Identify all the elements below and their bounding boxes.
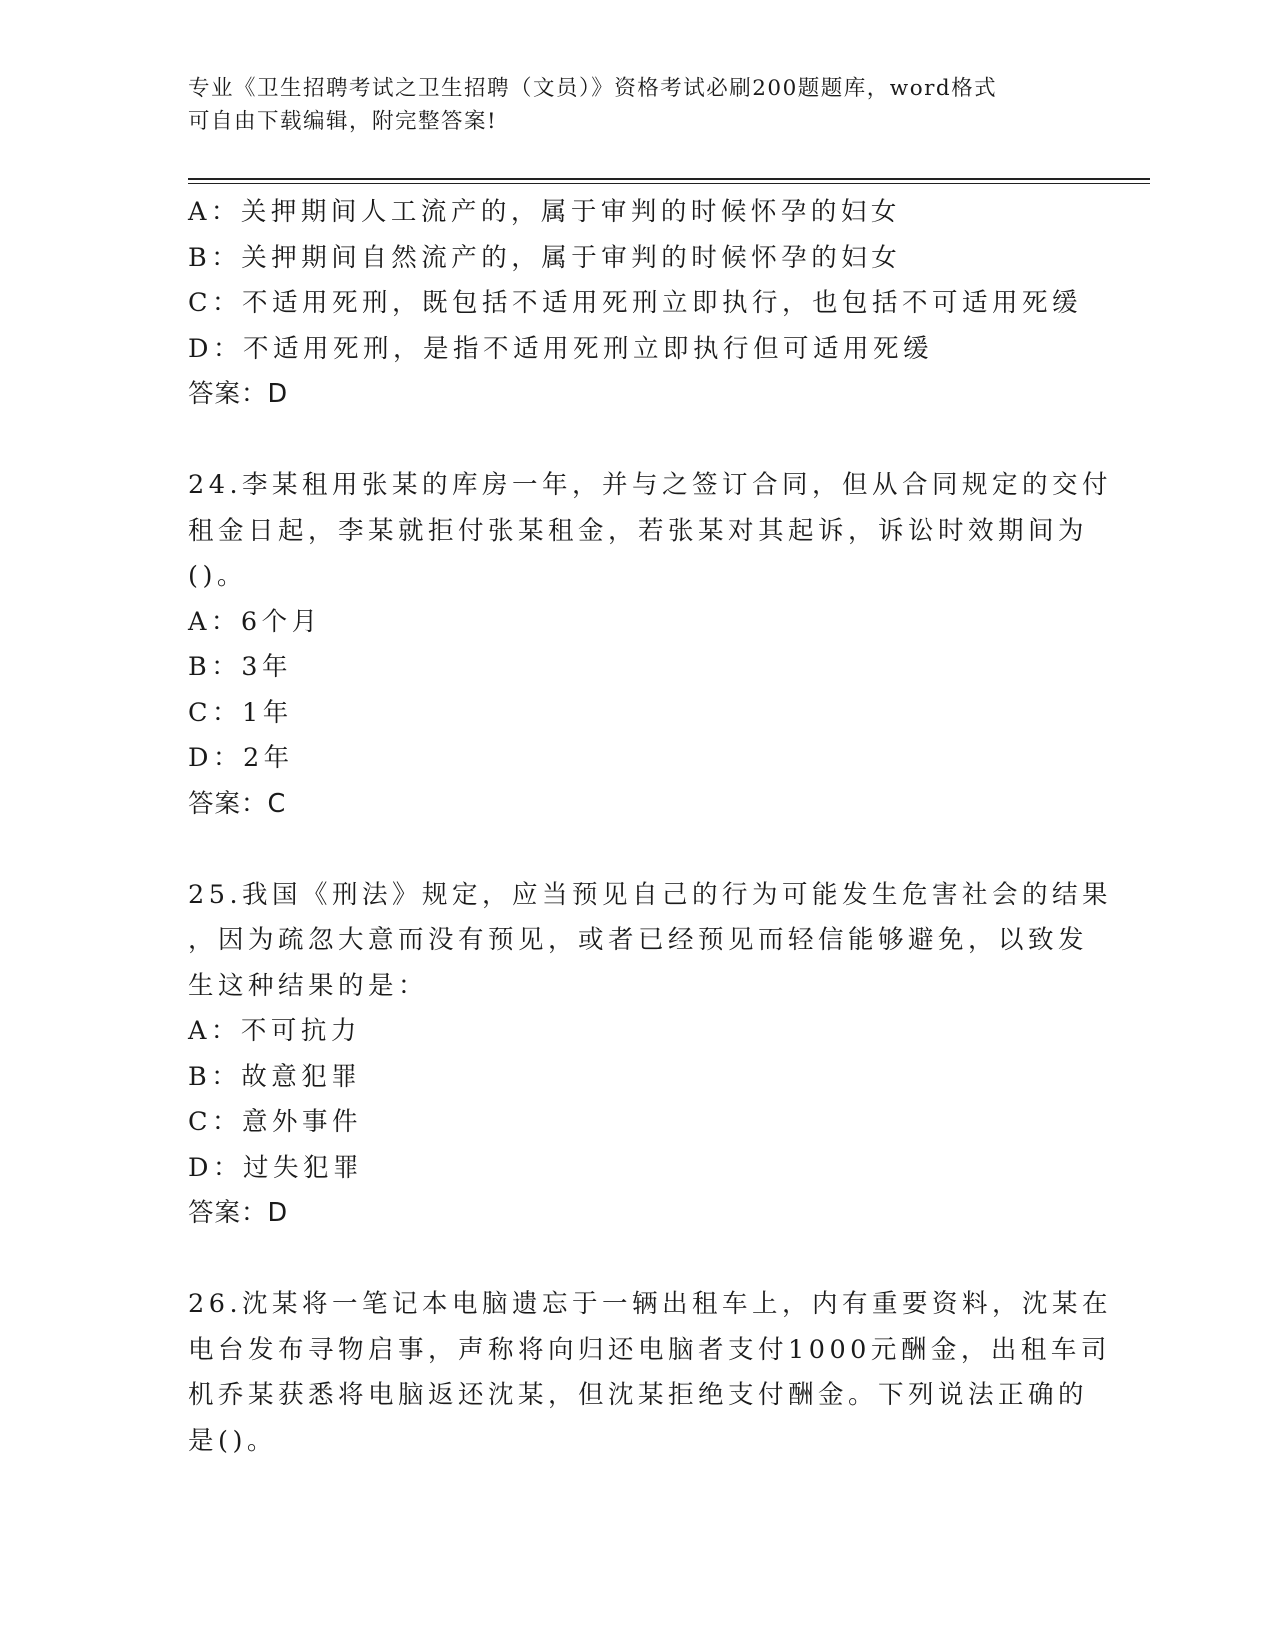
question-24 xyxy=(188,463,1113,827)
option-d: D：2年 xyxy=(188,743,294,773)
question-stem-line: 24.李某租用张某的库房一年，并与之签订合同，但从合同规定的交付 xyxy=(188,470,1113,500)
question-26 xyxy=(188,1282,1113,1464)
question-stem-line: ()。 xyxy=(188,561,247,591)
answer-line: 答案：D xyxy=(188,379,289,409)
question-list xyxy=(188,190,1113,1464)
header-divider-thick xyxy=(188,178,1150,180)
option-c: C：1年 xyxy=(188,697,293,728)
header-line-2: 可自由下载编辑，附完整答案! xyxy=(188,109,498,134)
question-25 xyxy=(188,873,1113,1237)
question-23 xyxy=(188,190,1088,418)
header-line-1: 专业《卫生招聘考试之卫生招聘（文员）》资格考试必刷200题题库，word格式 xyxy=(188,76,998,101)
answer-line: 答案：D xyxy=(188,1198,289,1228)
question-stem-line: 生这种结果的是： xyxy=(188,970,429,1001)
document-header xyxy=(188,72,1068,138)
question-stem-line: 机乔某获悉将电脑返还沈某，但沈某拒绝支付酬金。下列说法正确的 xyxy=(188,1380,1089,1410)
header-divider-thin xyxy=(188,183,1150,184)
question-stem-line: 电台发布寻物启事，声称将向归还电脑者支付1000元酬金，出租车司 xyxy=(188,1334,1111,1365)
option-a: A：不可抗力 xyxy=(188,1016,361,1046)
option-b: B：关押期间自然流产的，属于审判的时候怀孕的妇女 xyxy=(188,242,902,273)
answer-line: 答案：C xyxy=(188,788,287,819)
question-stem-line: 租金日起，李某就拒付张某租金，若张某对其起诉，诉讼时效期间为 xyxy=(188,515,1089,546)
option-c: C：不适用死刑，既包括不适用死刑立即执行，也包括不可适用死缓 xyxy=(188,288,1083,318)
option-b: B：3年 xyxy=(188,652,292,682)
option-d: D：过失犯罪 xyxy=(188,1152,363,1183)
question-stem-line: 是()。 xyxy=(188,1425,277,1456)
question-stem-line: 25.我国《刑法》规定，应当预见自己的行为可能发生危害社会的结果 xyxy=(188,879,1113,910)
option-d: D：不适用死刑，是指不适用死刑立即执行但可适用死缓 xyxy=(188,333,933,364)
option-a: A：6个月 xyxy=(188,606,322,637)
option-c: C：意外事件 xyxy=(188,1107,363,1137)
option-a: A：关押期间人工流产的，属于审判的时候怀孕的妇女 xyxy=(188,197,901,227)
option-b: B：故意犯罪 xyxy=(188,1061,362,1092)
question-stem-line: 26.沈某将一笔记本电脑遗忘于一辆出租车上，内有重要资料，沈某在 xyxy=(188,1289,1113,1319)
question-stem-line: ，因为疏忽大意而没有预见，或者已经预见而轻信能够避免，以致发 xyxy=(188,925,1089,955)
